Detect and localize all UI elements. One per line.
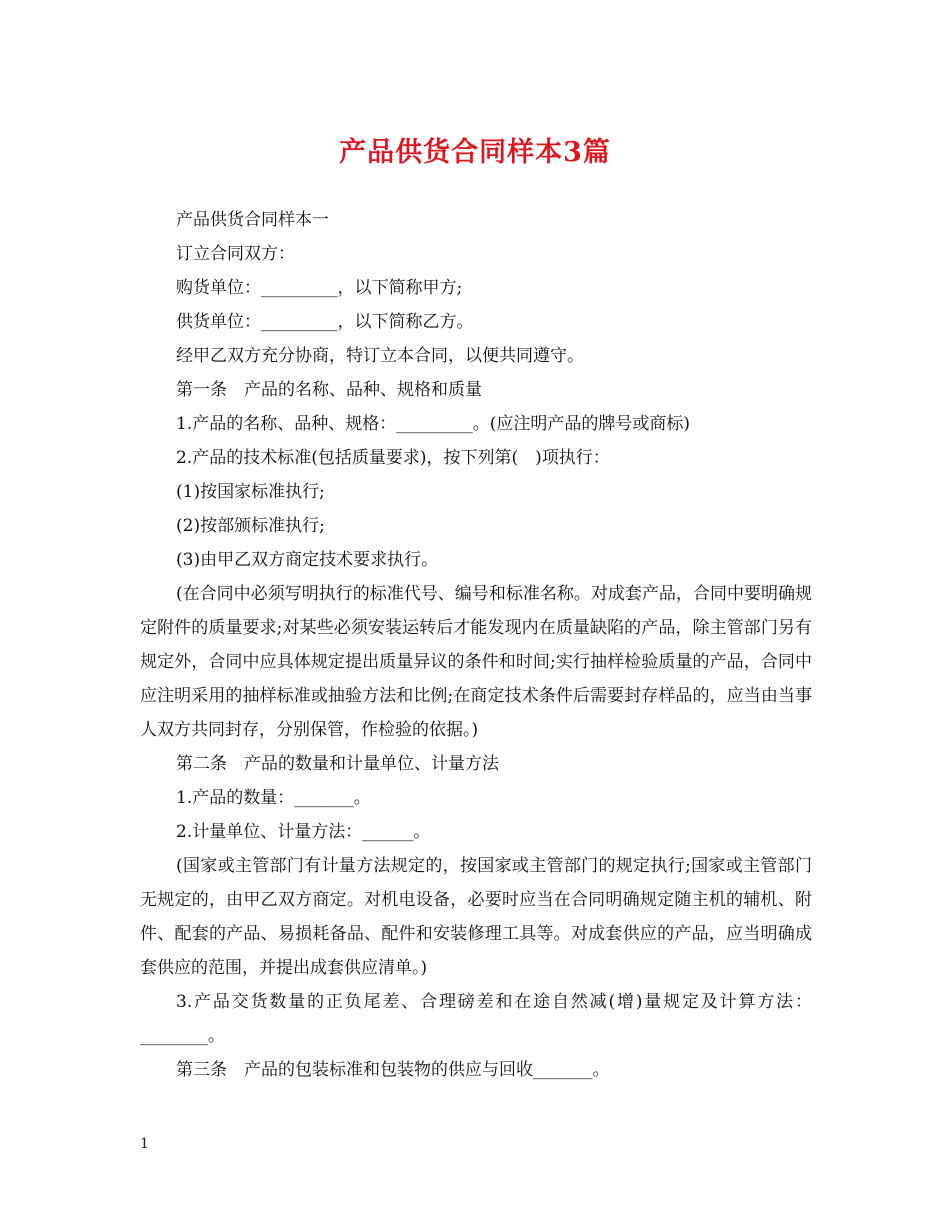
document-title: 产品供货合同样本3篇 bbox=[339, 137, 611, 168]
article-3-heading: 第三条 产品的包装标准和包装物的供应与回收_______。 bbox=[176, 1060, 610, 1080]
paragraph-agreement: 经甲乙双方充分协商，特订立本合同，以便共同遵守。 bbox=[176, 346, 584, 366]
article-2-note: (国家或主管部门有计量方法规定的，按国家或主管部门的规定执行;国家或主管部门无规定的，由甲乙双方商定。对机电设备，必要时应当在合同明确规定随主机的辅机、附件、配套的产品、易损耗备品、配件和安装修理工具等。对成套供应的产品，应当明确成套供应的范围，并提出成套供应清单。) bbox=[140, 856, 812, 978]
paragraph-supplier: 供货单位：_________，以下简称乙方。 bbox=[176, 312, 474, 332]
article-1-option-2: (2)按部颁标准执行; bbox=[176, 516, 325, 536]
article-2-item-3: 3.产品交货数量的正负尾差、合理磅差和在途自然减(增)量规定及计算方法：________。 bbox=[140, 992, 812, 1046]
article-2-item-2: 2.计量单位、计量方法：______。 bbox=[176, 822, 431, 842]
paragraph-buyer: 购货单位：_________，以下简称甲方; bbox=[176, 278, 463, 298]
article-2-item-1: 1.产品的数量：_______。 bbox=[176, 788, 371, 808]
article-1-item-1: 1.产品的名称、品种、规格：_________。(应注明产品的牌号或商标) bbox=[176, 414, 690, 434]
article-1-heading: 第一条 产品的名称、品种、规格和质量 bbox=[176, 380, 482, 400]
article-2-heading: 第二条 产品的数量和计量单位、计量方法 bbox=[176, 754, 499, 774]
article-1-note: (在合同中必须写明执行的标准代号、编号和标准名称。对成套产品，合同中要明确规定附件的质量要求;对某些必须安装运转后才能发现内在质量缺陷的产品，除主管部门另有规定外，合同中应具体规定提出质量异议的条件和时间;实行抽样检验质量的产品，合同中应注明采用的抽样标准或抽验方法和比例;在商定技术条件后需要封存样品的，应当由当事人双方共同封存，分别保管，作检验的依据。) bbox=[140, 584, 812, 740]
paragraph-parties: 订立合同双方： bbox=[176, 244, 295, 264]
article-1-option-1: (1)按国家标准执行; bbox=[176, 482, 325, 502]
paragraph-subtitle: 产品供货合同样本一 bbox=[176, 210, 329, 230]
document-body bbox=[140, 203, 812, 1087]
article-1-item-2: 2.产品的技术标准(包括质量要求)，按下列第( )项执行： bbox=[176, 448, 610, 468]
article-1-option-3: (3)由甲乙双方商定技术要求执行。 bbox=[176, 550, 439, 570]
page-number: 1 bbox=[140, 1136, 149, 1152]
